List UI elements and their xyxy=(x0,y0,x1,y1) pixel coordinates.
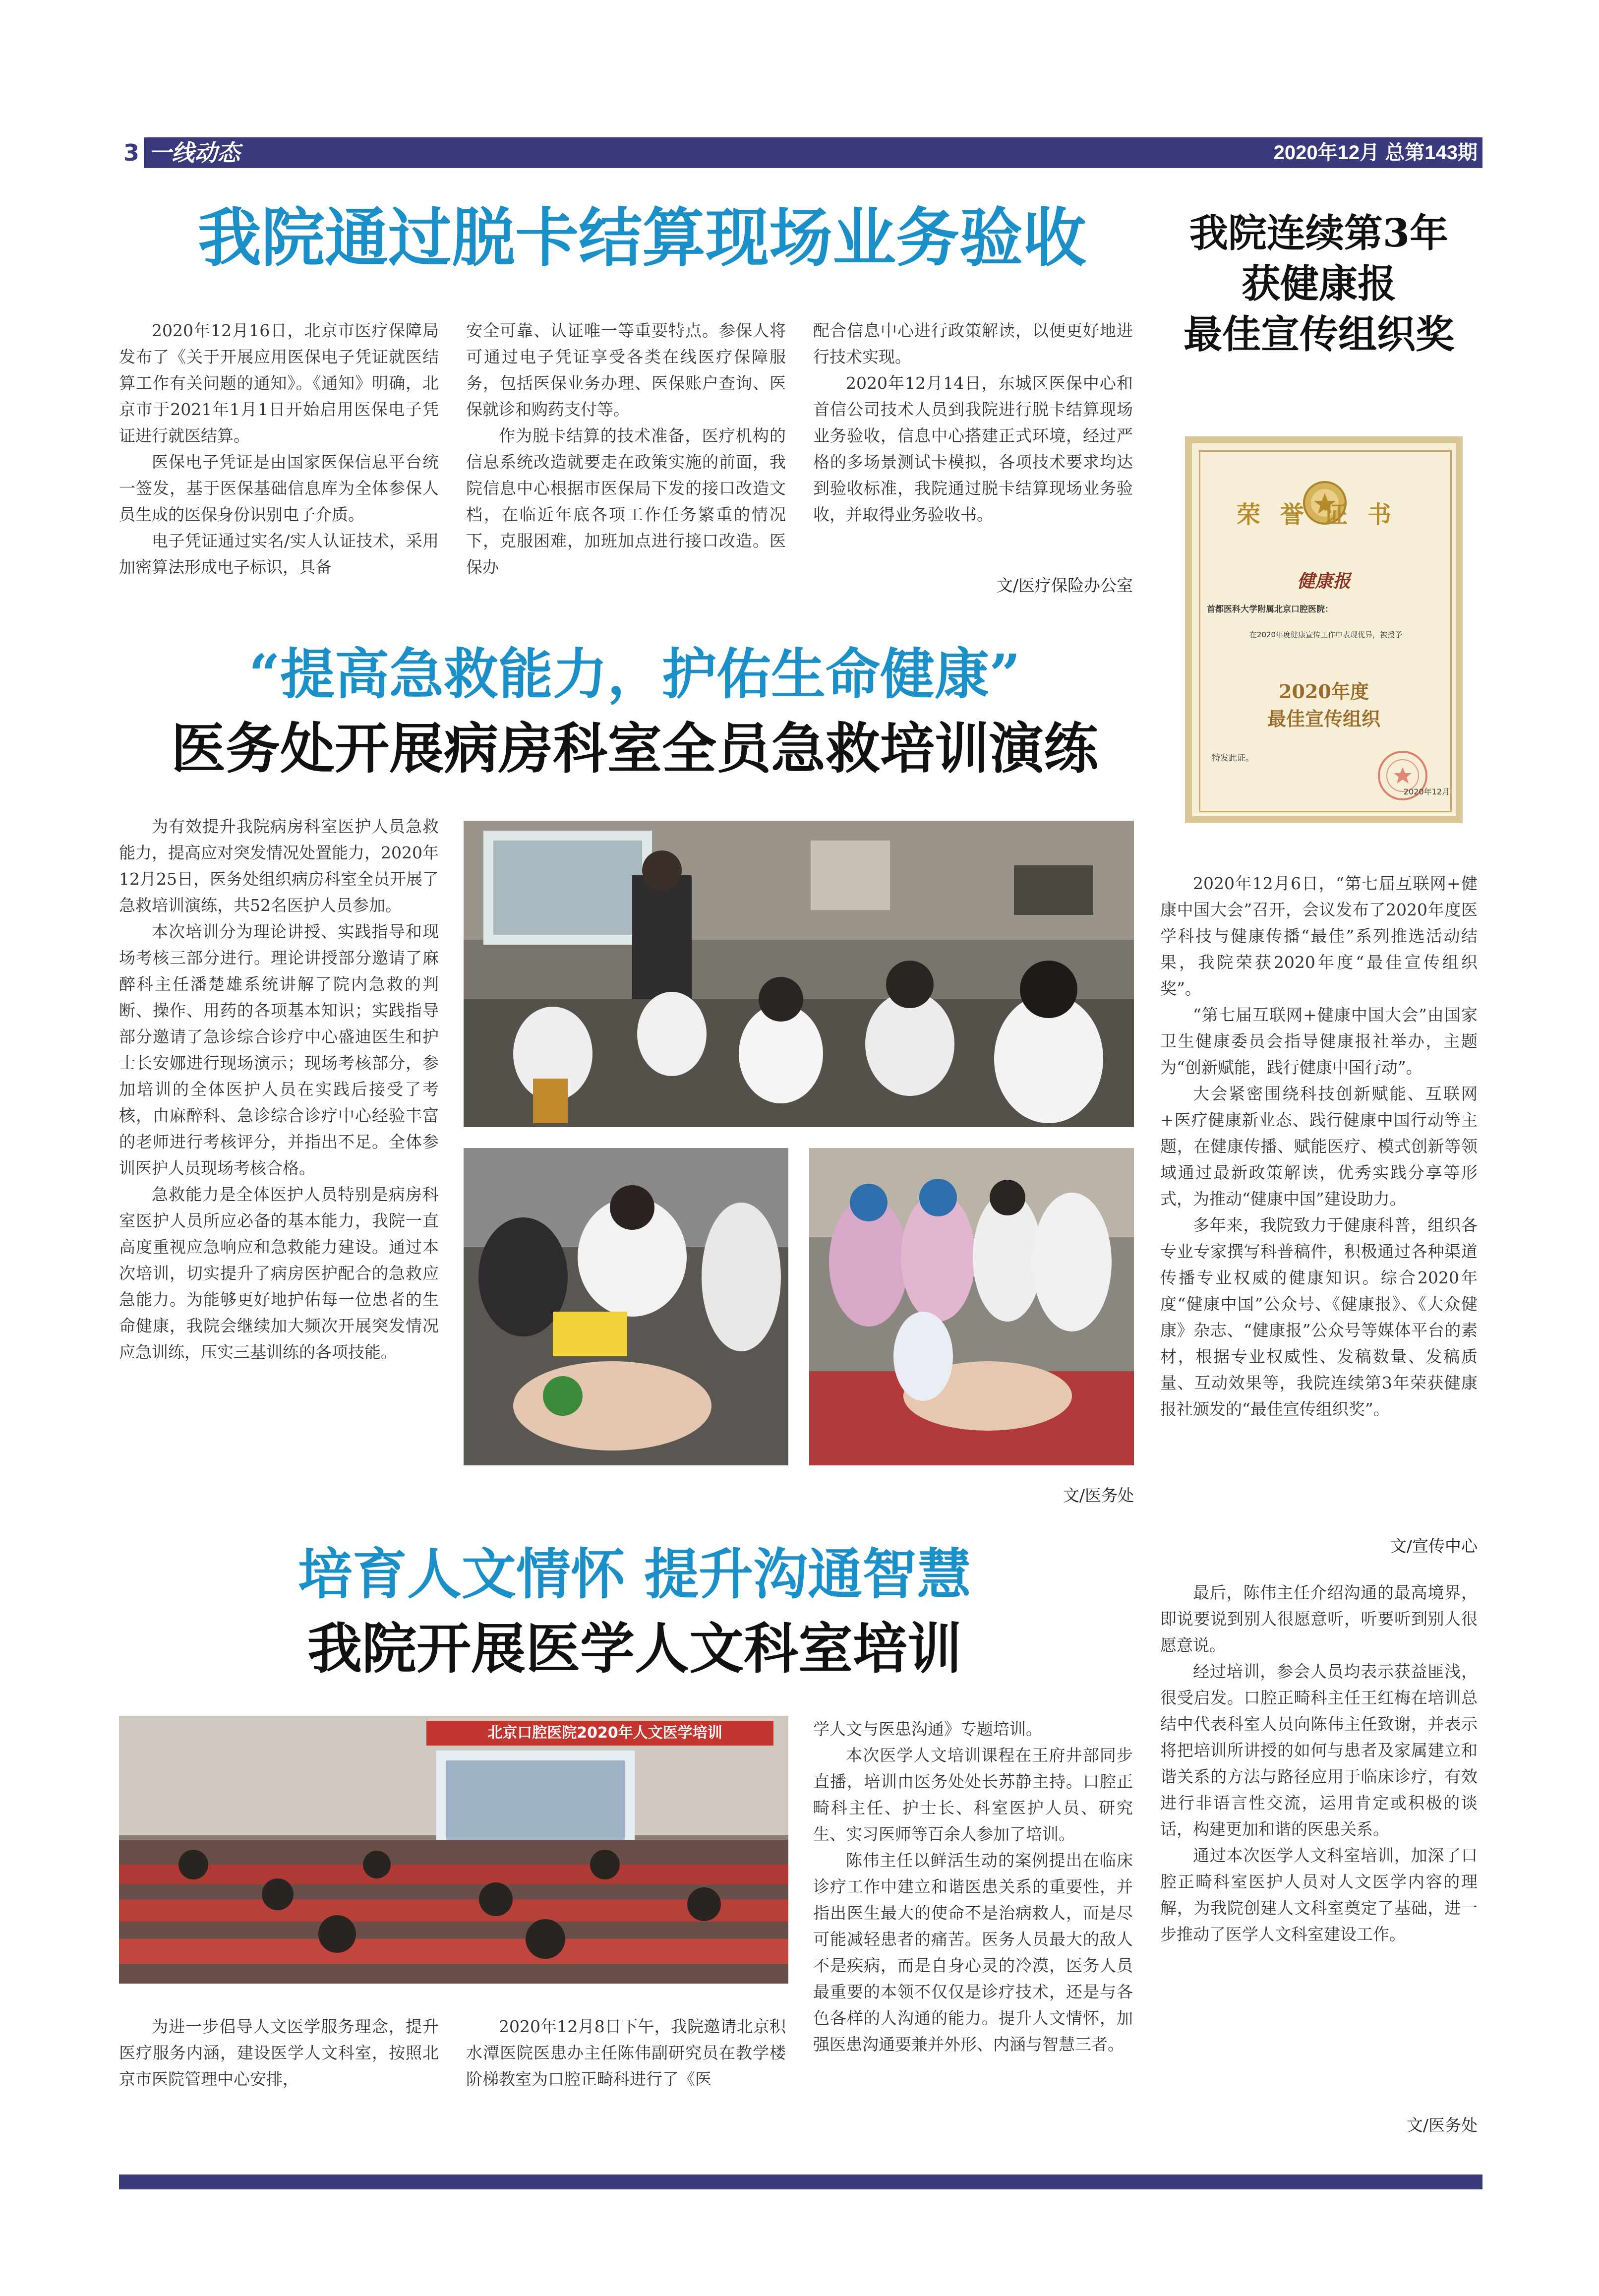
article4-title-line1: 培育人文情怀 提升沟通智慧 xyxy=(297,1542,972,1606)
photo-cpr-practice-1 xyxy=(464,1148,788,1465)
article4-col2: 2020年12月8日下午，我院邀请北京积水潭医院医患办主任陈伟副研究员在教学楼阶梯教室为口腔正畸科进行了《医 xyxy=(466,2017,786,2089)
issue-info: 2020年12月 总第143期 xyxy=(1273,142,1478,164)
certificate-date: 2020年12月 xyxy=(1403,787,1450,796)
article2-title-line2: 医务处开展病房科室全员急救培训演练 xyxy=(171,717,1098,781)
certificate-heading: 荣誉证书 xyxy=(1236,501,1411,529)
article4-col4: 最后，陈伟主任介绍沟通的最高境界，即说要说到别人很愿意听，听要听到别人很愿意说。 经过培训，参会人员均表示获益匪浅，很受启发。口腔正畸科主任王红梅在培训总结中代表科室人员向陈伟主任致谢，并表示将把培训所讲授的如何与患者及家属建立和谐关系的方法与路径应用于临床诊疗，有效进行非语言性交流，运用肯定或积极的谈话，构建更加和谐的医患关系。 通过本次医学人文科室培训，加深了口腔正畸科室医护人员对人文医学内容的理解，为我院创建人文科室奠定了基础，进一步推动了医学人文科室建设工作。 xyxy=(1160,1583,1478,1944)
certificate-footer: 特发此证。 xyxy=(1212,753,1254,763)
article1-col1: 2020年12月16日，北京市医疗保障局发布了《关于开展应用医保电子凭证就医结算工作有关问题的通知》。《通知》明确，北京市于2021年1月1日开始启用医保电子凭证进行就医结算。 医保电子凭证是由国家医保信息平台统一签发，基于医保基础信息库为全体参保人员生成的医保身份识别电子介质。 电子凭证通过实名/实人认证技术，采用加密算法形成电子标识，具备 xyxy=(119,321,439,577)
photo-humanities-training xyxy=(119,1716,788,1984)
section-title: 一线动态 xyxy=(149,139,240,166)
article1-col2: 安全可靠、认证唯一等重要特点。参保人将可通过电子凭证享受各类在线医疗保障服务，包括医保业务办理、医保账户查询、医保就诊和购药支付等。 作为脱卡结算的技术准备，医疗机构的信息系统改造就要走在政策实施的前面，我院信息中心根据市医保局下发的接口改造文档，在临近年底各项工作任务繁重的情况下，克服困难，加班加点进行接口改造。医保办 xyxy=(466,321,786,577)
article4-title-line2: 我院开展医学人文科室培训 xyxy=(307,1617,962,1681)
photo-banner-text: 北京口腔医院2020年人文医学培训 xyxy=(487,1724,722,1742)
article3-title: 我院连续第3年 获健康报 最佳宣传组织奖 xyxy=(1183,211,1454,357)
certificate-award-year: 2020年度 xyxy=(1279,680,1369,703)
photo-cpr-practice-2 xyxy=(809,1148,1134,1465)
article2-byline: 文/医务处 xyxy=(1063,1486,1134,1505)
footer-band xyxy=(119,2175,1482,2189)
certificate-recipient: 首都医科大学附属北京口腔医院： xyxy=(1207,604,1333,614)
article1-byline: 文/医疗保险办公室 xyxy=(996,576,1133,595)
article1-col3: 配合信息中心进行政策解读，以便更好地进行技术实现。 2020年12月14日，东城区医保中心和首信公司技术人员到我院进行脱卡结算现场业务验收，信息中心搭建正式环境，经过严格的多场景测试卡模拟，各项技术要求均达到验收标准，我院通过脱卡结算现场业务验收，并取得业务验收书。 xyxy=(813,321,1133,524)
article1-title: 我院通过脱卡结算现场业务验收 xyxy=(197,201,1086,275)
award-certificate xyxy=(1185,436,1463,823)
article3-body: 2020年12月6日，“第七届互联网+健康中国大会”召开，会议发布了2020年度医学科技与健康传播“最佳”系列推选活动结果，我院荣获2020年度“最佳宣传组织奖”。 “第七届互联网+健康中国大会”由国家卫生健康委员会指导健康报社举办，主题为“创新赋能，践行健康中国行动”。 大会紧密围绕科技创新赋能、互联网+医疗健康新业态、践行健康中国行动等主题，在健康传播、赋能医疗、模式创新等领域通过最新政策解读，优秀实践分享等形式，为推动“健康中国”建设助力。 多年来，我院致力于健康科普，组织各专业专家撰写科普稿件，积极通过各种渠道传播专业权威的健康知识。综合2020年度“健康中国”公众号、《健康报》、《大众健康》杂志、“健康报”公众号等媒体平台的素材，根据专业权威性、发稿数量、发稿质量、互动效果等，我院连续第3年荣获健康报社颁发的“最佳宣传组织奖”。 xyxy=(1160,874,1478,1419)
certificate-award-name: 最佳宣传组织 xyxy=(1267,708,1380,730)
certificate-brand: 健康报 xyxy=(1297,571,1351,592)
page-number: 3 xyxy=(119,137,144,168)
article3-byline: 文/宣传中心 xyxy=(1390,1536,1478,1556)
photo-first-aid-lecture xyxy=(464,821,1134,1127)
article4-col1: 为进一步倡导人文医学服务理念，提升医疗服务内涵，建设医学人文科室，按照北京市医院管理中心安排， xyxy=(119,2017,439,2089)
certificate-body: 在2020年度健康宣传工作中表现优异，被授予 xyxy=(1249,630,1403,639)
article4-col3: 学人文与医患沟通》专题培训。 本次医学人文培训课程在王府井部同步直播，培训由医务处处长苏静主持。口腔正畸科主任、护士长、科室医护人员、研究生、实习医师等百余人参加了培训。 陈伟主任以鲜活生动的案例提出在临床诊疗工作中建立和谐医患关系的重要性，并指出医生最大的使命不是治病救人，而是尽可能减轻患者的痛苦。医务人员最大的敌人不是疾病，而是自身心灵的冷漠，医务人员最重要的本领不仅仅是诊疗技术，还是与各色各样的人沟通的能力。提升人文情怀，加强医患沟通要兼并外形、内涵与智慧三者。 xyxy=(813,1719,1133,2054)
article4-byline: 文/医务处 xyxy=(1406,2115,1478,2135)
article2-body: 为有效提升我院病房科室医护人员急救能力，提高应对突发情况处置能力，2020年12月25日，医务处组织病房科室全员开展了急救培训演练，共52名医护人员参加。 本次培训分为理论讲授、实践指导和现场考核三部分进行。理论讲授部分邀请了麻醉科主任潘楚雄系统讲解了院内急救的判断、操作、用药的各项基本知识；实践指导部分邀请了急诊综合诊疗中心盛迪医生和护士长安娜进行现场演示；现场考核部分，参加培训的全体医护人员在实践后接受了考核，由麻醉科、急诊综合诊疗中心经验丰富的老师进行考核评分，并指出不足。全体参训医护人员现场考核合格。 急救能力是全体医护人员特别是病房科室医护人员所应必备的基本能力，我院一直高度重视应急响应和急救能力建设。通过本次培训，切实提升了病房医护配合的急救应急能力。为能够更好地护佑每一位患者的生命健康，我院会继续加大频次开展突发情况应急训练，压实三基训练的各项技能。 xyxy=(119,817,439,1362)
article2-title-line1: “提高急救能力，护佑生命健康” xyxy=(248,642,1021,706)
